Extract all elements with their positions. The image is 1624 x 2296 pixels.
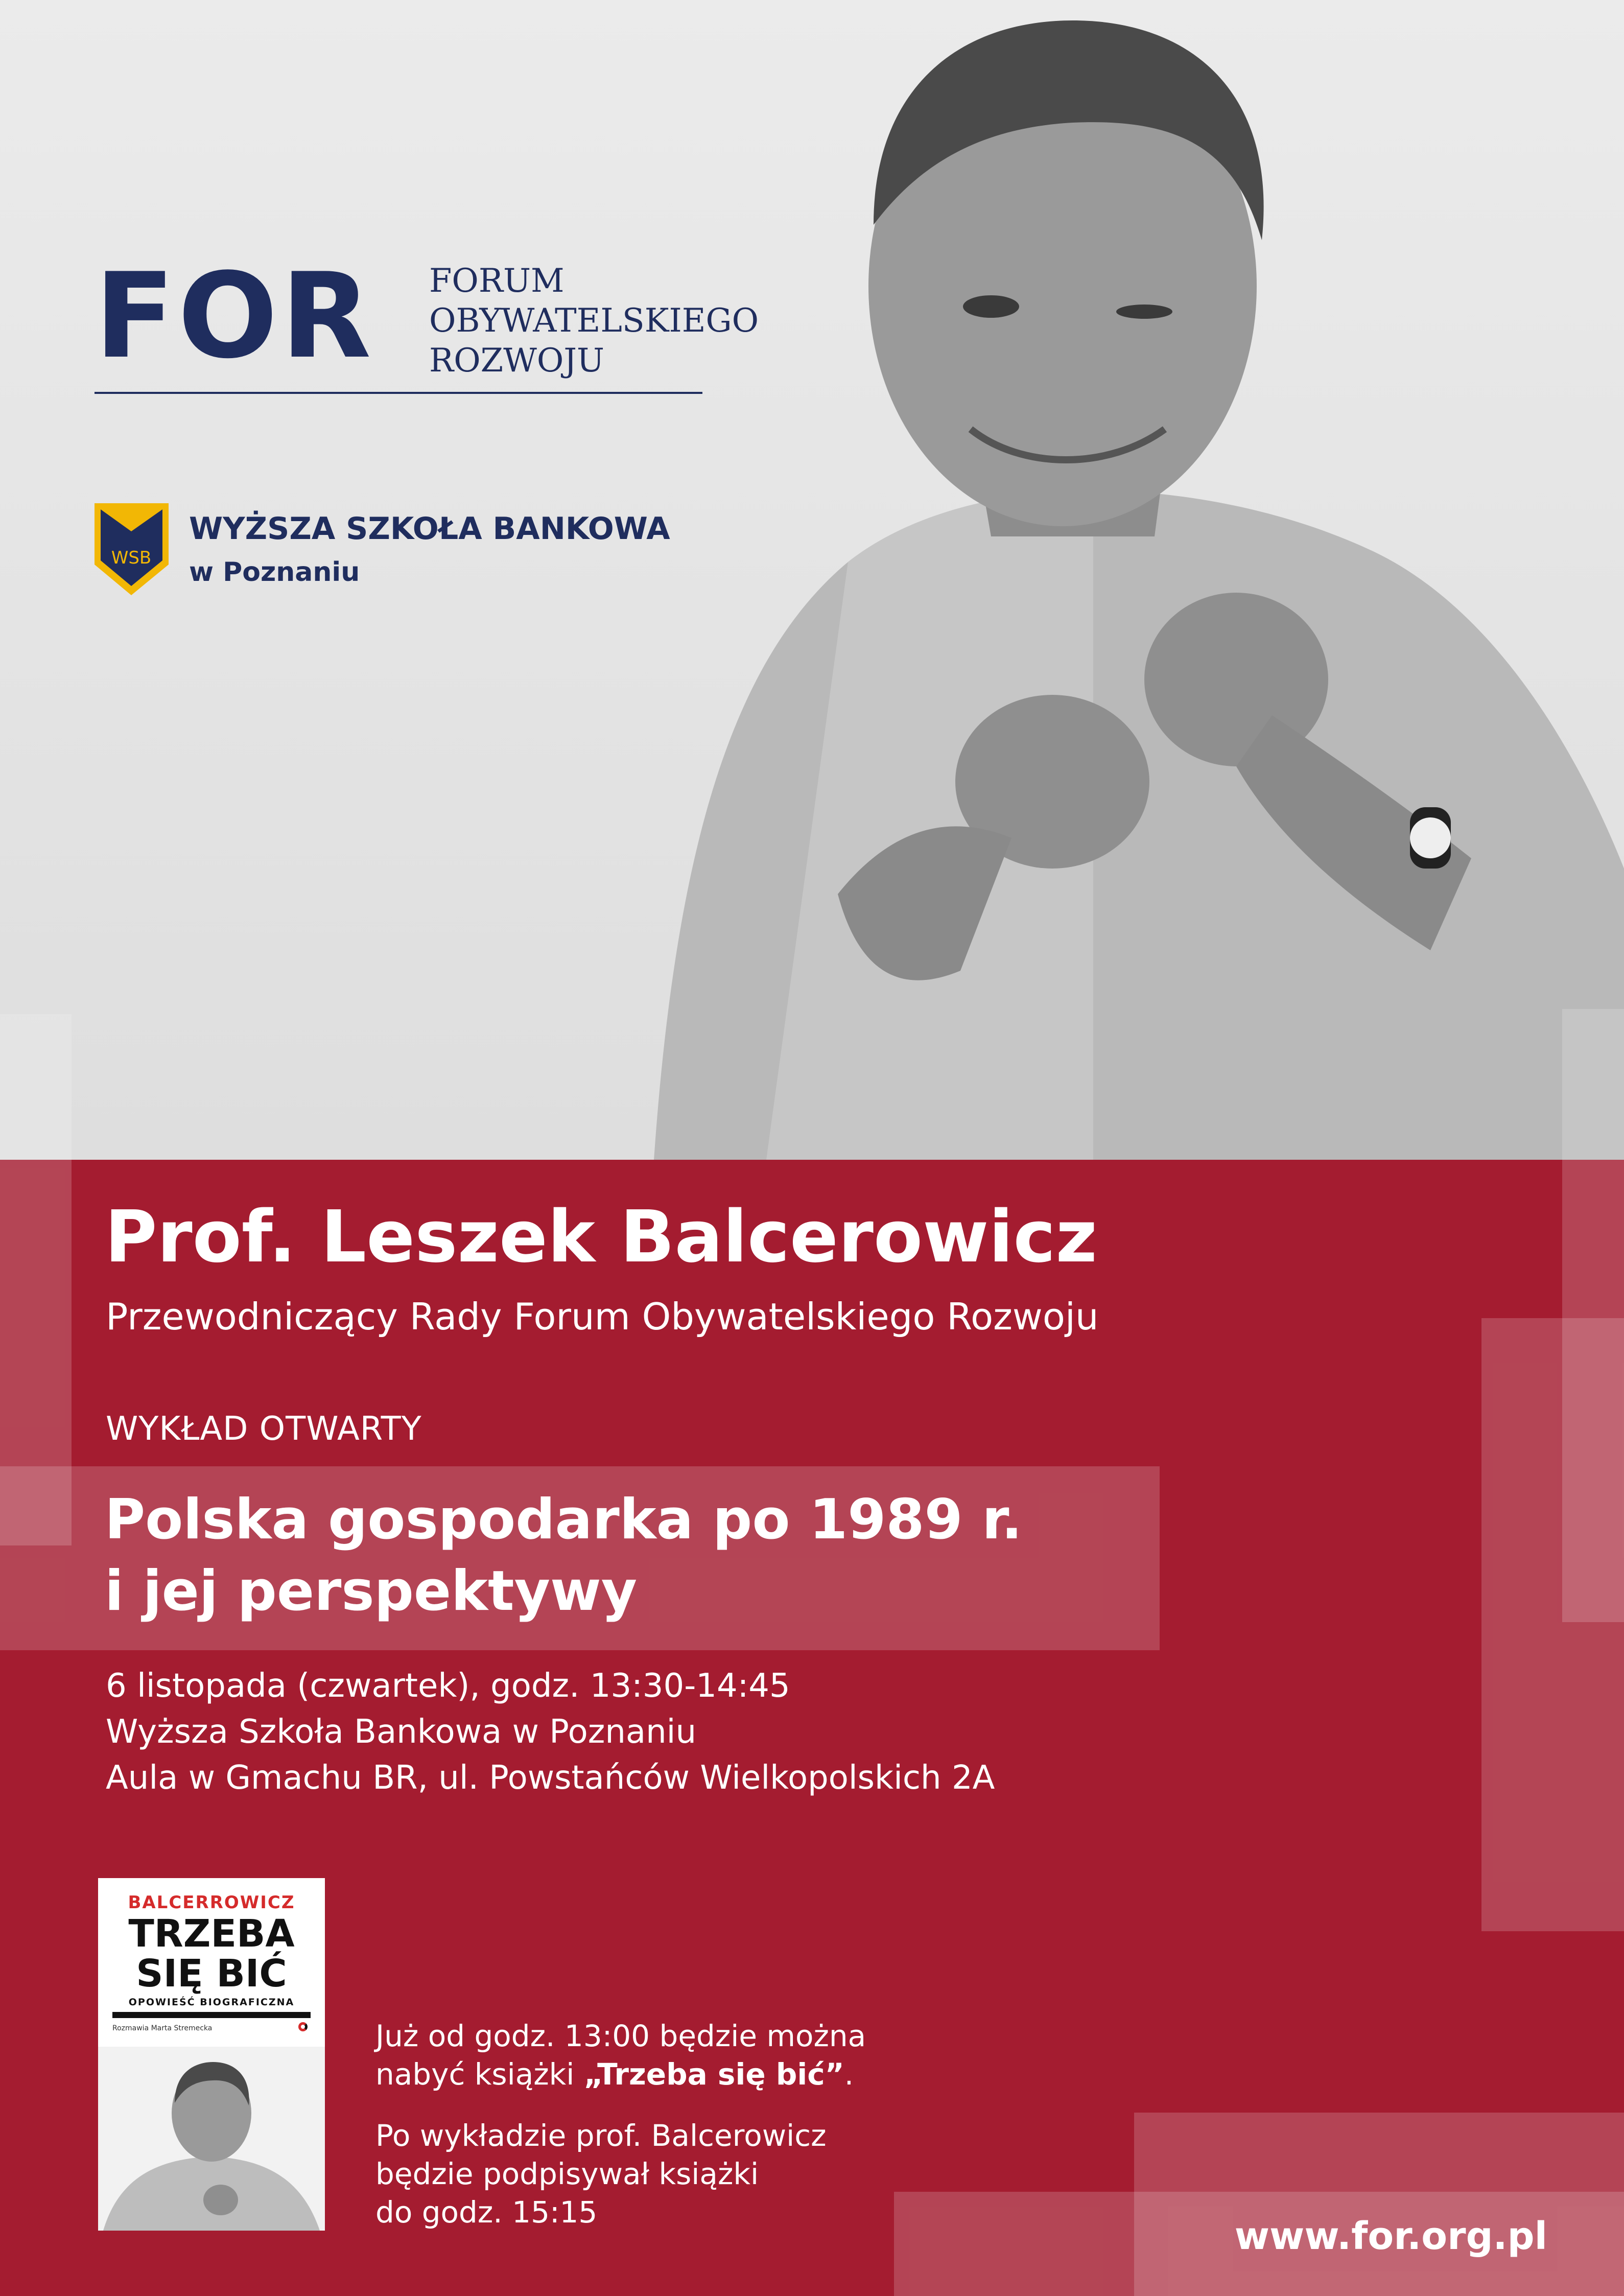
lecture-title-line: i jej perspektywy [105, 1559, 638, 1623]
book-sale-note-title: „Trzeba się bić” [583, 2057, 844, 2092]
book-sale-note [375, 2017, 866, 2094]
wsb-shield-icon [95, 503, 169, 595]
book-cover-portrait [98, 2047, 325, 2231]
book-sale-note-prefix: nabyć książki [375, 2057, 584, 2092]
book-cover-credit: Rozmawia Marta Stremecka [112, 2024, 213, 2032]
book-cover-divider [112, 2012, 311, 2018]
publisher-logo-icon [298, 2022, 308, 2031]
book-sale-note-line: Już od godz. 13:00 będzie można [375, 2019, 866, 2053]
book-cover-title-line: SIĘ BIĆ [136, 1952, 287, 1996]
for-logo-wordmark: FOR [95, 248, 374, 385]
website-url: www.for.org.pl [1234, 2214, 1547, 2258]
book-signing-note-line: będzie podpisywał książki [375, 2157, 759, 2191]
for-logo-underline [95, 392, 702, 394]
book-sale-note-line [375, 2055, 866, 2094]
for-logo-subtitle-line: OBYWATELSKIEGO [429, 302, 759, 340]
decorative-overlay [1481, 1318, 1624, 1931]
event-date-time: 6 listopada (czwartek), godz. 13:30-14:45 [106, 1667, 790, 1705]
event-details [106, 1663, 995, 1801]
wsb-name: WYŻSZA SZKOŁA BANKOWA [189, 511, 670, 547]
book-cover-title [98, 1914, 325, 1994]
event-address: Aula w Gmachu BR, ul. Powstańców Wielkopolskich 2A [106, 1759, 995, 1797]
decorative-overlay [0, 1014, 72, 1545]
book-cover-title-line: TRZEBA [128, 1912, 295, 1956]
book-sale-note-suffix: . [844, 2057, 854, 2092]
lecture-title [105, 1484, 1022, 1627]
wsb-shield-badge: WSB [111, 548, 152, 568]
speaker-role: Przewodniczący Rady Forum Obywatelskiego Rozwoju [106, 1295, 1099, 1338]
lecture-title-line: Polska gospodarka po 1989 r. [105, 1488, 1023, 1552]
wsb-city: w Poznaniu [189, 557, 360, 588]
for-logo-subtitle-line: ROZWOJU [429, 342, 604, 380]
speaker-name: Prof. Leszek Balcerowicz [105, 1196, 1097, 1279]
book-cover [98, 1878, 325, 2231]
book-cover-subtitle: OPOWIEŚĆ BIOGRAFICZNA [128, 1997, 295, 2008]
book-signing-note-line: Po wykładzie prof. Balcerowicz [375, 2118, 827, 2153]
for-logo-subtitle-line: FORUM [429, 262, 564, 300]
lecture-label: WYKŁAD OTWARTY [106, 1410, 422, 1448]
book-signing-note-line: do godz. 15:15 [375, 2195, 598, 2230]
for-logo-subtitle [429, 261, 759, 381]
book-cover-author: BALCERROWICZ [128, 1892, 295, 1913]
book-signing-note [375, 2117, 827, 2232]
event-venue: Wyższa Szkoła Bankowa w Poznaniu [106, 1713, 696, 1751]
speaker-portrait-photo [633, 0, 1624, 1160]
